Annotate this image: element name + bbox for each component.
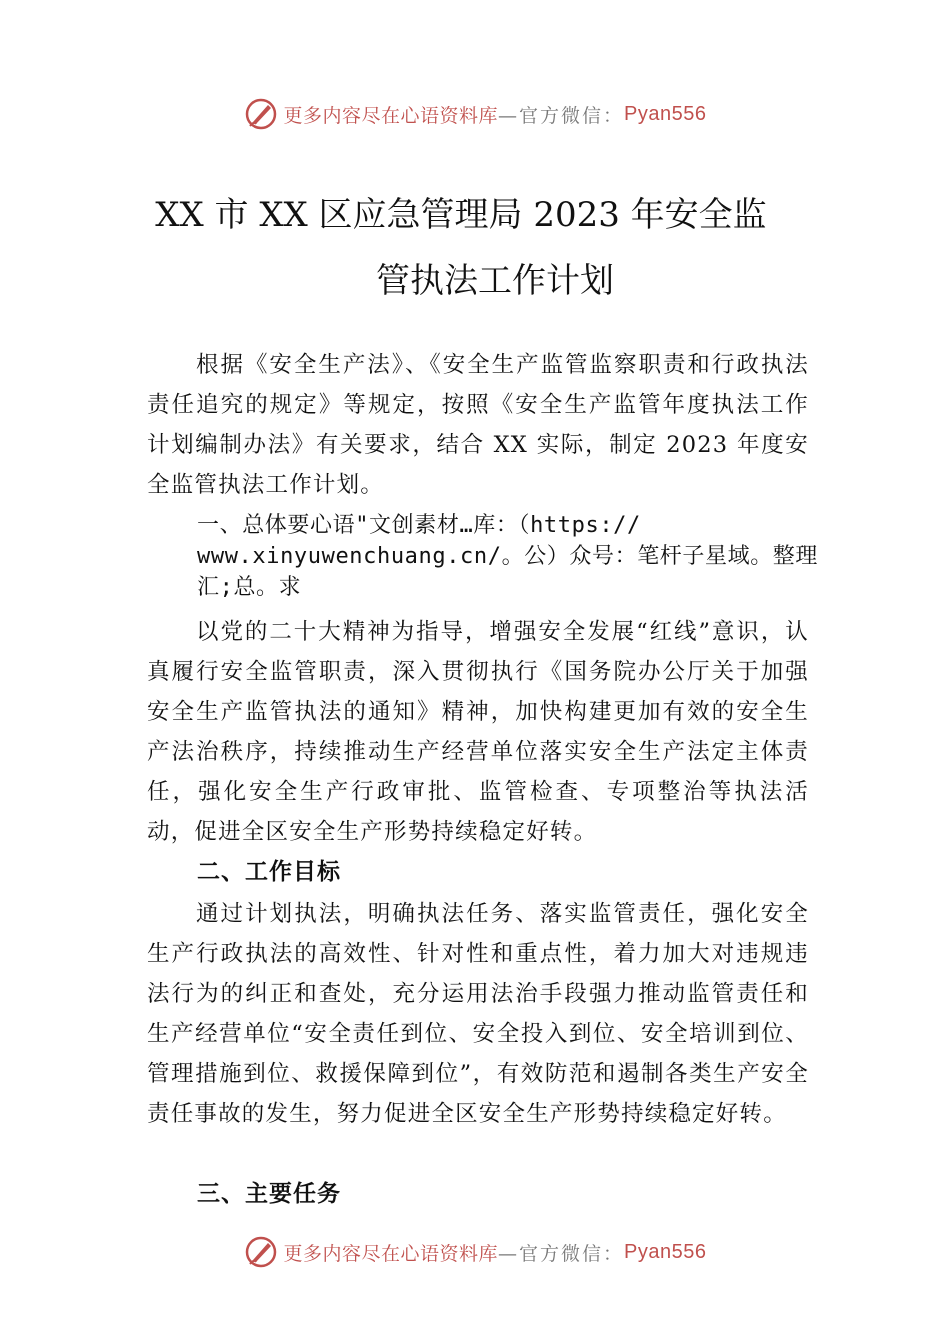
section2-body: 通过计划执法，明确执法任务、落实监管责任，强化安全生产行政执法的高效性、针对性和重点性，着力加大对违规违法行为的纠正和查处，充分运用法治手段强力推动监管责任和生产经营单位“安全责任到位、安全投入到位、安全培训到位、管理措施到位、救援保障到位”，有效防范和遏制各类生产安全责任事故的发生，努力促进全区安全生产形势持续稳定好转。 <box>147 901 809 1127</box>
banner-site-name: 更多内容尽在心语资料库 <box>283 104 499 127</box>
intro-paragraph: 根据《安全生产法》、《安全生产监管监察职责和行政执法责任追究的规定》等规定，按照《安全生产监管年度执法工作计划编制办法》有关要求，结合 XX 实际，制定 2023 年度安全监管执法工作计划。 <box>147 352 809 498</box>
banner-wechat-label: —官方微信： <box>498 104 625 127</box>
section1-heading-line1: 一、总体要心语"文创素材…库：（https:// <box>197 513 641 538</box>
section1-body: 以党的二十大精神为指导，增强安全发展“红线”意识，认真履行安全监管职责，深入贯彻执行《国务院办公厅关于加强安全生产监管执法的通知》精神，加快构建更加有效的安全生产法治秩序，持续推动生产经营单位落实安全生产法定主体责任，强化安全生产行政审批、监管检查、专项整治等执法活动，促进全区安全生产形势持续稳定好转。 <box>147 619 809 845</box>
banner-wechat-id: Pyan556 <box>624 1240 707 1263</box>
banner-wechat-id: Pyan556 <box>624 102 707 125</box>
footer-banner <box>0 1232 950 1272</box>
pen-circle-logo-icon <box>244 1235 278 1269</box>
banner-site-name: 更多内容尽在心语资料库 <box>283 1242 499 1265</box>
document-title-line2: 管执法工作计划 <box>376 261 614 301</box>
section3-heading: 三、主要任务 <box>197 1181 341 1207</box>
header-banner <box>0 94 950 134</box>
section2-heading: 二、工作目标 <box>197 859 341 885</box>
pen-circle-logo-icon <box>244 97 278 131</box>
section1-heading-line2: www.xinyuwenchuang.cn/。公）众号：笔杆子星域。整理 <box>197 544 818 569</box>
banner-wechat-label: —官方微信： <box>498 1242 625 1265</box>
section1-heading-line3: 汇;总。求 <box>197 575 302 600</box>
document-title-line1: XX 市 XX 区应急管理局 2023 年安全监 <box>155 195 767 235</box>
